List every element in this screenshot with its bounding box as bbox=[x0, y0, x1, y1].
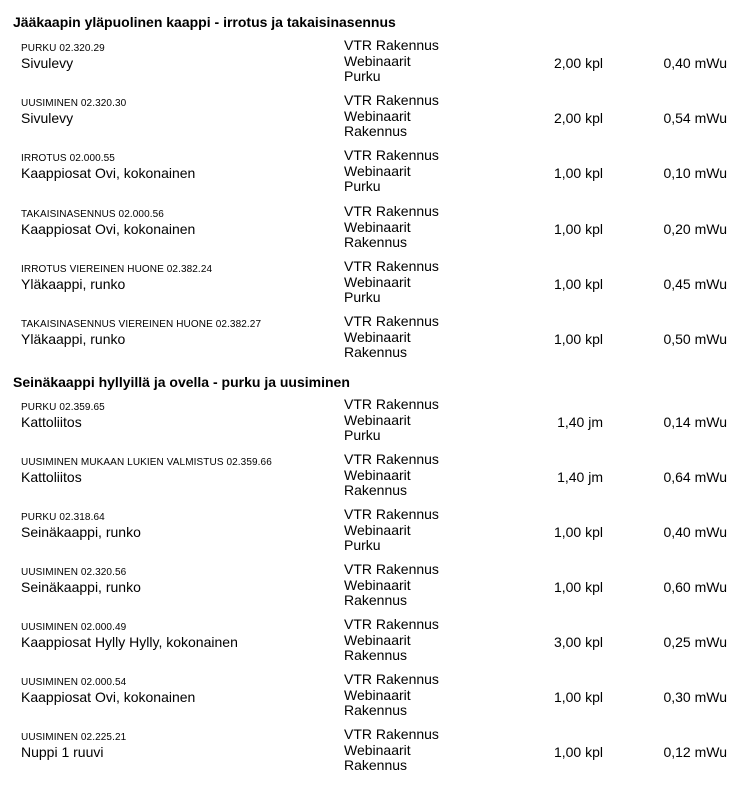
item-quantity: 3,00 kpl bbox=[553, 634, 603, 650]
item-quantity: 1,00 kpl bbox=[553, 221, 603, 237]
table-row bbox=[0, 726, 752, 786]
item-name: Kattoliitos bbox=[21, 469, 82, 485]
item-price: 0,60 mWu bbox=[663, 579, 727, 595]
item-name: Yläkaappi, runko bbox=[21, 331, 126, 347]
item-name: Kaappiosat Ovi, kokonainen bbox=[21, 689, 196, 705]
item-name: Seinäkaappi, runko bbox=[21, 524, 141, 540]
item-quantity: 1,00 kpl bbox=[553, 276, 603, 292]
item-name: Seinäkaappi, runko bbox=[21, 579, 141, 595]
table-row bbox=[0, 396, 752, 456]
item-name: Nuppi 1 ruuvi bbox=[21, 744, 104, 760]
item-quantity: 1,00 kpl bbox=[553, 524, 603, 540]
item-price: 0,30 mWu bbox=[663, 689, 727, 705]
table-row bbox=[0, 147, 752, 207]
item-source: VTR Rakennus Webinaarit Rakennus bbox=[344, 451, 439, 499]
item-quantity: 1,00 kpl bbox=[553, 744, 603, 760]
table-row bbox=[0, 92, 752, 152]
item-source: VTR Rakennus Webinaarit Rakennus bbox=[344, 203, 439, 251]
item-source: VTR Rakennus Webinaarit Purku bbox=[344, 147, 439, 195]
item-source: VTR Rakennus Webinaarit Purku bbox=[344, 37, 439, 85]
item-source: VTR Rakennus Webinaarit Rakennus bbox=[344, 92, 439, 140]
item-name: Kaappiosat Hylly Hylly, kokonainen bbox=[21, 634, 238, 650]
item-code: TAKAISINASENNUS 02.000.56 bbox=[21, 209, 164, 220]
table-row bbox=[0, 561, 752, 621]
item-name: Kattoliitos bbox=[21, 414, 82, 430]
item-name: Kaappiosat Ovi, kokonainen bbox=[21, 165, 196, 181]
item-source: VTR Rakennus Webinaarit Purku bbox=[344, 258, 439, 306]
item-quantity: 1,00 kpl bbox=[553, 165, 603, 181]
item-source: VTR Rakennus Webinaarit Purku bbox=[344, 396, 439, 444]
table-row bbox=[0, 37, 752, 97]
table-row bbox=[0, 616, 752, 676]
item-quantity: 1,40 jm bbox=[557, 414, 603, 430]
item-code: UUSIMINEN 02.000.54 bbox=[21, 677, 127, 688]
item-price: 0,54 mWu bbox=[663, 110, 727, 126]
item-quantity: 1,00 kpl bbox=[553, 331, 603, 347]
item-source: VTR Rakennus Webinaarit Rakennus bbox=[344, 616, 439, 664]
item-price: 0,40 mWu bbox=[663, 55, 727, 71]
table-row bbox=[0, 258, 752, 318]
item-source: VTR Rakennus Webinaarit Rakennus bbox=[344, 671, 439, 719]
table-row bbox=[0, 451, 752, 511]
item-code: PURKU 02.320.29 bbox=[21, 43, 105, 54]
table-row bbox=[0, 506, 752, 566]
item-source: VTR Rakennus Webinaarit Rakennus bbox=[344, 561, 439, 609]
item-source: VTR Rakennus Webinaarit Rakennus bbox=[344, 726, 439, 774]
item-code: UUSIMINEN 02.225.21 bbox=[21, 732, 127, 743]
table-row bbox=[0, 671, 752, 731]
item-price: 0,20 mWu bbox=[663, 221, 727, 237]
item-name: Sivulevy bbox=[21, 55, 74, 71]
item-quantity: 2,00 kpl bbox=[553, 110, 603, 126]
item-name: Sivulevy bbox=[21, 110, 74, 126]
item-source: VTR Rakennus Webinaarit Purku bbox=[344, 506, 439, 554]
item-price: 0,25 mWu bbox=[663, 634, 727, 650]
item-code: UUSIMINEN 02.320.56 bbox=[21, 567, 127, 578]
item-name: Yläkaappi, runko bbox=[21, 276, 126, 292]
item-code: IRROTUS VIEREINEN HUONE 02.382.24 bbox=[21, 264, 213, 275]
item-name: Kaappiosat Ovi, kokonainen bbox=[21, 221, 196, 237]
item-code: TAKAISINASENNUS VIEREINEN HUONE 02.382.27 bbox=[21, 319, 262, 330]
item-price: 0,50 mWu bbox=[663, 331, 727, 347]
item-code: PURKU 02.359.65 bbox=[21, 402, 105, 413]
item-quantity: 1,40 jm bbox=[557, 469, 603, 485]
section-title: Seinäkaappi hyllyillä ja ovella - purku ja uusiminen bbox=[13, 374, 350, 390]
item-price: 0,12 mWu bbox=[663, 744, 727, 760]
item-code: IRROTUS 02.000.55 bbox=[21, 153, 115, 164]
item-code: UUSIMINEN 02.320.30 bbox=[21, 98, 127, 109]
item-code: UUSIMINEN MUKAAN LUKIEN VALMISTUS 02.359.66 bbox=[21, 457, 272, 468]
item-quantity: 1,00 kpl bbox=[553, 579, 603, 595]
item-source: VTR Rakennus Webinaarit Rakennus bbox=[344, 313, 439, 361]
table-row bbox=[0, 313, 752, 373]
item-quantity: 1,00 kpl bbox=[553, 689, 603, 705]
item-price: 0,14 mWu bbox=[663, 414, 727, 430]
item-price: 0,40 mWu bbox=[663, 524, 727, 540]
item-price: 0,45 mWu bbox=[663, 276, 727, 292]
item-price: 0,10 mWu bbox=[663, 165, 727, 181]
table-row bbox=[0, 203, 752, 263]
item-code: PURKU 02.318.64 bbox=[21, 512, 105, 523]
item-quantity: 2,00 kpl bbox=[553, 55, 603, 71]
item-code: UUSIMINEN 02.000.49 bbox=[21, 622, 127, 633]
section-title: Jääkaapin yläpuolinen kaappi - irrotus ja takaisinasennus bbox=[13, 14, 396, 30]
item-price: 0,64 mWu bbox=[663, 469, 727, 485]
